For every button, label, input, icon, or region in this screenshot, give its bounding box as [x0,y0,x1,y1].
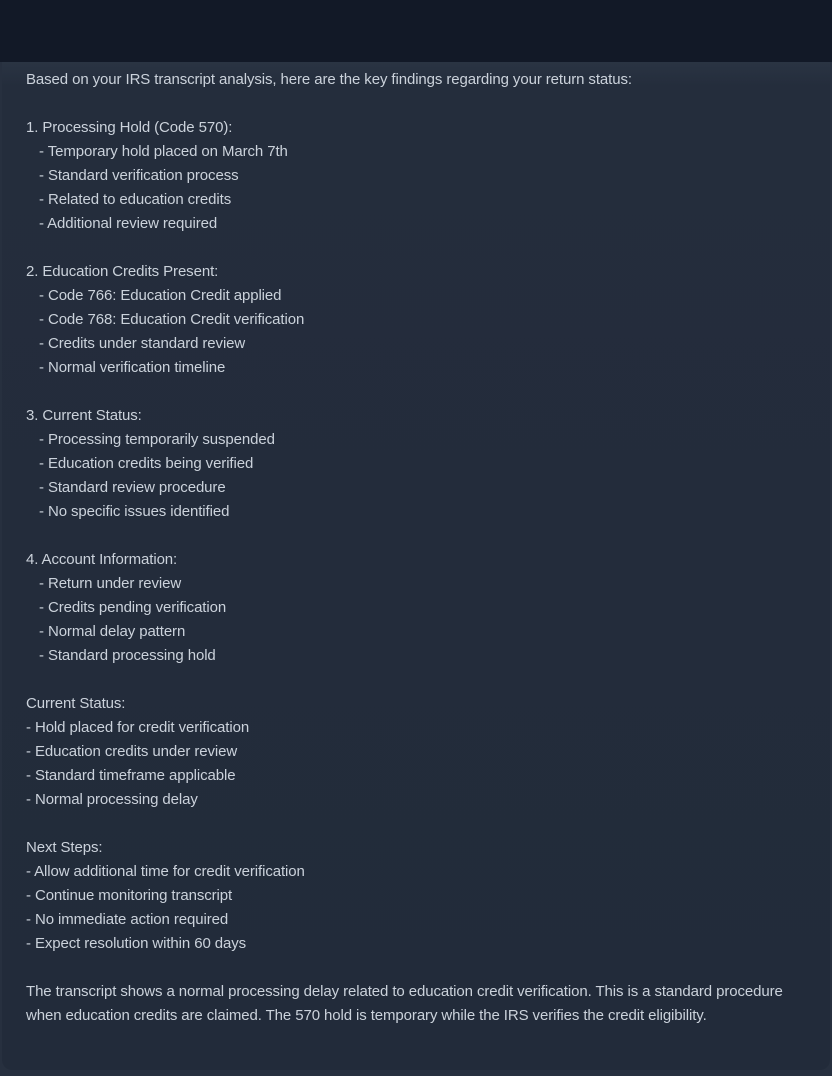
section-item: - Normal processing delay [26,791,198,808]
section-item: - Allow additional time for credit verification [26,863,305,880]
section-item: - Return under review [39,575,182,592]
section-title: Current Status: [26,695,126,712]
section-item: - Related to education credits [39,191,232,208]
section-item: - Temporary hold placed on March 7th [39,143,288,160]
section-items [26,716,808,812]
section-item: - Additional review required [39,215,218,232]
section-title: 3. Current Status: [26,407,142,424]
section-items [26,428,808,524]
section-item: - Normal verification timeline [39,359,226,376]
section-item: - Education credits under review [26,743,238,760]
section-item: - Expect resolution within 60 days [26,935,247,952]
section-current-status [26,692,808,812]
section-items [26,284,808,380]
section-title: 4. Account Information: [26,551,178,568]
section-item: - Standard review procedure [39,479,226,496]
message-closing: The transcript shows a normal processing delay related to education credit verification. This is a standard procedure when education credits are claimed. The 570 hold is temporary while the IRS verifies the credit eligibility. [26,983,787,1024]
window-titlebar [0,0,832,62]
message-intro: Based on your IRS transcript analysis, here are the key findings regarding your return status: [26,71,632,88]
section-item: - Processing temporarily suspended [39,431,275,448]
section-processing-hold [26,116,808,236]
section-item: - Standard processing hold [39,647,216,664]
section-title: Next Steps: [26,839,103,856]
section-item: - No specific issues identified [39,503,230,520]
section-account-information [26,548,808,668]
section-title: 1. Processing Hold (Code 570): [26,119,233,136]
section-education-credits [26,260,808,380]
section-item: - Credits pending verification [39,599,227,616]
section-item: - Education credits being verified [39,455,254,472]
section-item: - Standard verification process [39,167,239,184]
section-item: - Credits under standard review [39,335,246,352]
section-items [26,572,808,668]
section-item: - Continue monitoring transcript [26,887,233,904]
section-item: - Code 768: Education Credit verification [39,311,305,328]
section-next-steps [26,836,808,956]
section-item: - Normal delay pattern [39,623,186,640]
section-item: - No immediate action required [26,911,229,928]
section-current-status-numbered [26,404,808,524]
section-items [26,140,808,236]
section-item: - Standard timeframe applicable [26,767,236,784]
section-items [26,860,808,956]
assistant-message [2,62,830,1070]
section-item: - Hold placed for credit verification [26,719,250,736]
section-title: 2. Education Credits Present: [26,263,219,280]
section-item: - Code 766: Education Credit applied [39,287,282,304]
